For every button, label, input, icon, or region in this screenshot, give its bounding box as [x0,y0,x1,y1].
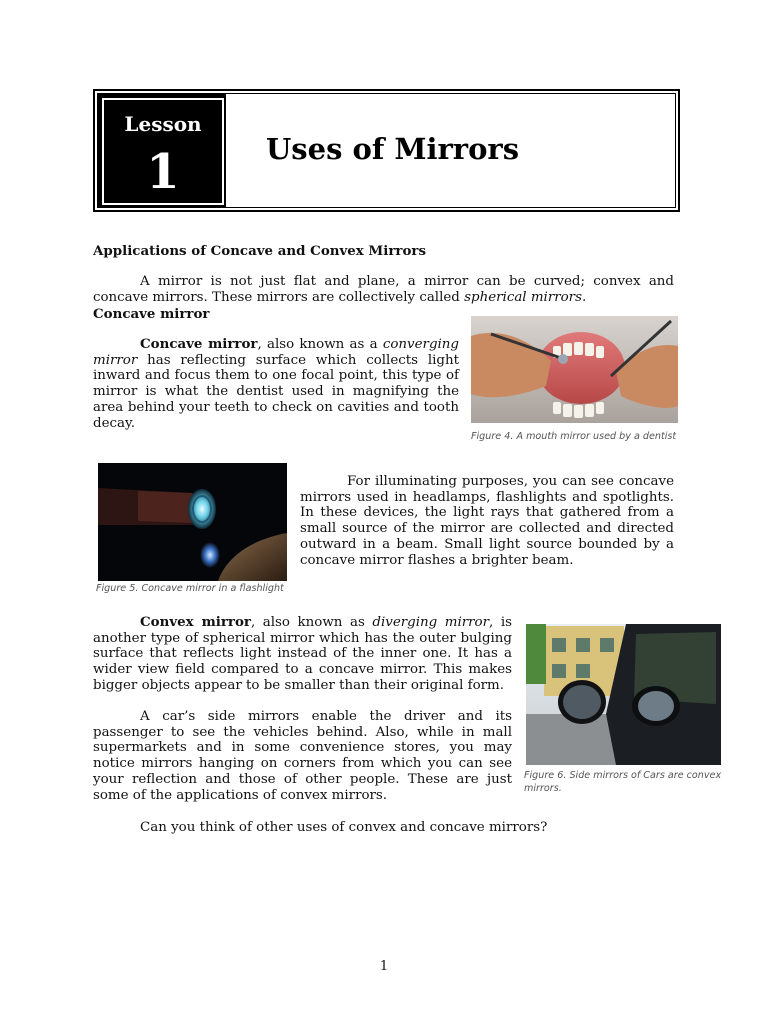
section-heading: Applications of Concave and Convex Mirrors [93,243,426,259]
lesson-number: 1 [146,144,180,200]
figure4-dentist-image [471,316,678,423]
closing-question: Can you think of other uses of convex and concave mirrors? [140,820,548,835]
lesson-label: Lesson [124,112,202,136]
flashlight-illustration [98,463,287,581]
lesson-badge [98,94,226,207]
car-mirror-illustration [526,624,721,765]
illumination-paragraph: For illuminating purposes, you can see concave mirrors used in headlamps, flashlights and spotlights. In these devices, the light rays that gathered from a small source of the mirror are collected and directed outward in a beam. Small light source bounded by a concave mirror flashes a brighter beam. [300,474,674,568]
convex-text-2: , is another type of spherical mirror which has the outer bulging surface that reflects light instead of the inner one. It has a wider view field compared to a concave mirror. This makes bigger objects appear to be smaller than their original form. [93,615,512,693]
figure4-caption: Figure 4. A mouth mirror used by a dentist [471,431,677,442]
figure6-caption: Figure 6. Side mirrors of Cars are convex mirrors. [524,770,722,794]
lesson-header-inner [97,93,676,208]
lesson-header-box [93,89,680,212]
concave-italic-term: converging mirror [93,337,460,368]
concave-heading: Concave mirror [93,306,210,322]
page-title: Uses of Mirrors [266,132,520,166]
concave-paragraph [93,337,459,431]
figure5-flashlight-image [98,463,287,581]
car-mirror-paragraph: A car’s side mirrors enable the driver and its passenger to see the vehicles behind. Also, while in mall supermarkets and in some convenience stores, you may notice mirrors hanging on corners from which you can see your reflection and those of other people. These are just some of the applications of convex mirrors. [93,709,512,803]
dentist-illustration [471,316,678,423]
convex-paragraph [93,615,512,694]
page-number: 1 [379,959,389,974]
concave-text-1: , also known as a [257,337,383,352]
lesson-badge-frame [102,98,224,205]
convex-italic-term: diverging mirror [372,615,490,630]
intro-paragraph [93,274,674,305]
intro-italic-term: spherical mirrors [464,289,582,305]
figure5-caption: Figure 5. Concave mirror in a flashlight [96,583,284,594]
convex-term: Convex mirror [140,614,251,630]
concave-text-2: has reflecting surface which collects light inward and focus them to one focal point, this type of mirror is what the dentist used in magnifying the area behind your teeth to check on cavities and tooth decay. [93,352,459,431]
intro-text: A mirror is not just flat and plane, a mirror can be curved; convex and concave mirrors. These mirrors are collectively called [93,274,674,305]
convex-text-1: , also known as [250,615,373,630]
intro-text-end: . [581,289,587,305]
concave-term: Concave mirror [140,336,258,352]
figure6-car-mirror-image [526,624,721,765]
